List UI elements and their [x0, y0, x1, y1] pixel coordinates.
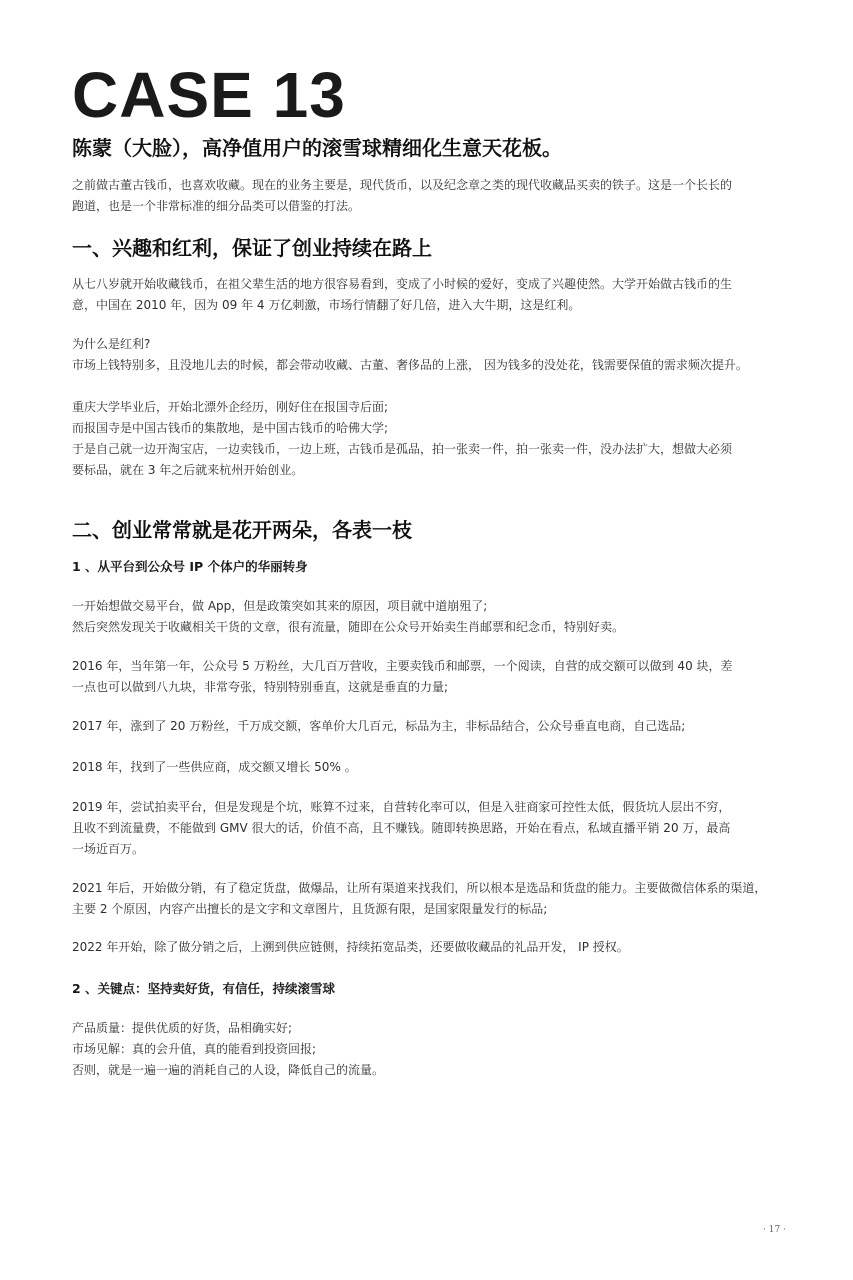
text-line: 2016 年，当年第一年，公众号 5 万粉丝，大几百万营收，主要卖钱币和邮票，一个阅读，自营的成交额可以做到 40 块，差	[72, 659, 733, 673]
paragraph-2018	[72, 757, 784, 778]
text-line: 主要 2 个原因，内容产出擅长的是文字和文章图片，且货源有限，是国家限量发行的标品;	[72, 902, 548, 916]
section-2-heading-block	[72, 516, 784, 544]
section-2-paragraph-1	[72, 596, 784, 638]
paragraph-2019	[72, 797, 784, 860]
case-title: CASE 13	[72, 59, 346, 131]
paragraph-2017	[72, 716, 784, 737]
subsection-1-heading: 1 、从平台到公众号 IP 个体户的华丽转身	[72, 559, 308, 574]
paragraph-2022	[72, 937, 784, 958]
text-line: 2022 年开始，除了做分销之后，上溯到供应链侧，持续拓宽品类，还要做收藏品的礼品开发， IP 授权。	[72, 940, 629, 954]
text-line: 跑道，也是一个非常标准的细分品类可以借鉴的打法。	[72, 199, 361, 213]
text-line: 市场上钱特别多，且没地儿去的时候，都会带动收藏、古董、奢侈品的上涨， 因为钱多的没处花，钱需要保值的需求频次提升。	[72, 358, 748, 372]
section-1-paragraph-2	[72, 334, 784, 376]
text-line: 2019 年，尝试拍卖平台，但是发现是个坑，账算不过来，自营转化率可以，但是入驻商家可控性太低，假货坑人层出不穷，	[72, 800, 731, 814]
text-line: 从七八岁就开始收藏钱币，在祖父辈生活的地方很容易看到，变成了小时候的爱好，变成了兴趣使然。大学开始做古钱币的生	[72, 277, 733, 291]
intro-paragraph	[72, 175, 784, 217]
text-line: 产品质量：提供优质的好货，品相确实好;	[72, 1021, 293, 1035]
text-line: 一开始想做交易平台，做 App，但是政策突如其来的原因，项目就中道崩殂了;	[72, 599, 488, 613]
text-line: 2021 年后，开始做分销，有了稳定货盘，做爆品，让所有渠道来找我们，所以根本是选品和货盘的能力。主要做微信体系的渠道，	[72, 881, 767, 895]
text-line: 要标品，就在 3 年之后就来杭州开始创业。	[72, 463, 304, 477]
page-number: · 17 ·	[763, 1225, 786, 1235]
text-line: 且收不到流量费，不能做到 GMV 很大的话，价值不高，且不赚钱。随即转换思路，开始在看点，私域直播平销 20 万，最高	[72, 821, 731, 835]
text-line: 重庆大学毕业后，开始北漂外企经历，刚好住在报国寺后面;	[72, 400, 389, 414]
text-line: 一点也可以做到八九块，非常夸张，特别特别垂直，这就是垂直的力量;	[72, 680, 449, 694]
text-line: 否则，就是一遍一遍的消耗自己的人设，降低自己的流量。	[72, 1063, 385, 1077]
section-1-paragraph-3	[72, 397, 784, 481]
section-1-heading-block	[72, 234, 784, 262]
text-line: 于是自己就一边开淘宝店，一边卖钱币，一边上班，古钱币是孤品，拍一张卖一件，拍一张卖一件，没办法扩大，想做大必须	[72, 442, 733, 456]
text-line: 市场见解：真的会升值，真的能看到投资回报;	[72, 1042, 317, 1056]
text-line: 一场近百万。	[72, 842, 145, 856]
text-line: 意，中国在 2010 年，因为 09 年 4 万亿刺激，市场行情翻了好几倍，进入大牛期，这是红利。	[72, 298, 581, 312]
section-1-heading: 一、兴趣和红利，保证了创业持续在路上	[72, 236, 432, 260]
text-line: 为什么是红利?	[72, 337, 151, 351]
subsection-1-heading-block	[72, 556, 784, 577]
subsection-2-heading: 2 、关键点：坚持卖好货，有信任，持续滚雪球	[72, 981, 336, 996]
paragraph-2016	[72, 656, 784, 698]
case-subtitle: 陈蒙（大脸），高净值用户的滚雪球精细化生意天花板。	[72, 136, 562, 160]
text-line: 而报国寺是中国古钱币的集散地，是中国古钱币的哈佛大学;	[72, 421, 389, 435]
text-line: 2018 年，找到了一些供应商，成交额又增长 50% 。	[72, 760, 357, 774]
text-line: 2017 年，涨到了 20 万粉丝，千万成交额，客单价大几百元，标品为主，非标品结合，公众号垂直电商，自己选品;	[72, 719, 686, 733]
text-line: 然后突然发现关于收藏相关干货的文章，很有流量，随即在公众号开始卖生肖邮票和纪念币，特别好卖。	[72, 620, 625, 634]
closing-paragraph	[72, 1018, 784, 1081]
subsection-2-heading-block	[72, 978, 784, 999]
text-line: 之前做古董古钱币，也喜欢收藏。现在的业务主要是，现代货币，以及纪念章之类的现代收藏品买卖的铁子。这是一个长长的	[72, 178, 733, 192]
section-2-heading: 二、创业常常就是花开两朵，各表一枝	[72, 518, 412, 542]
section-1-paragraph-1	[72, 274, 784, 316]
paragraph-2021	[72, 878, 784, 920]
